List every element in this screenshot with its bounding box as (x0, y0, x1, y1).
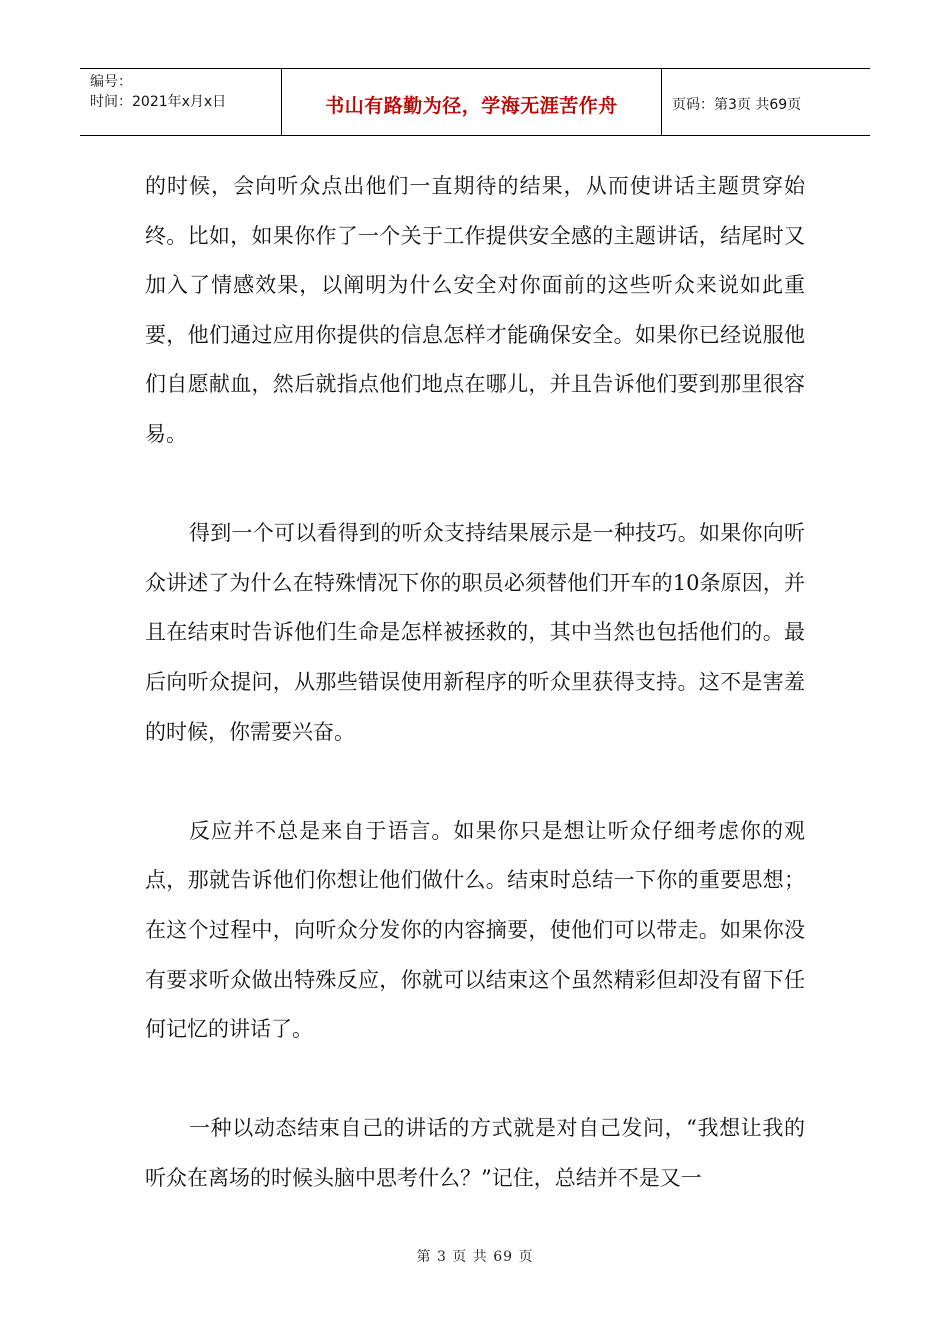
footer-page-number: 第 3 页 共 69 页 (416, 1249, 534, 1265)
document-date: 时间：2021年x月x日 (90, 94, 227, 110)
paragraph-continued: 的时候，会向听众点出他们一直期待的结果，从而使讲话主题贯穿始终。比如，如果你作了一个关于工作提供安全感的主题讲话，结尾时又加入了情感效果，以阐明为什么安全对你面前的这些听众来说如此重要，他们通过应用你提供的信息怎样才能确保安全。如果你已经说服他们自愿献血，然后就指点他们地点在哪儿，并且告诉他们要到那里很容易。 (145, 174, 805, 446)
document-body (145, 162, 805, 1203)
header-motto-cell (282, 69, 662, 135)
header-page-number: 页码：第3页 共69页 (672, 97, 802, 113)
page-footer (0, 1246, 950, 1266)
paragraph: 得到一个可以看得到的听众支持结果展示是一种技巧。如果你向听众讲述了为什么在特殊情况下你的职员必须替他们开车的10条原因，并且在结束时告诉他们生命是怎样被拯救的，其中当然也包括他们的。最后向听众提问，从那些错误使用新程序的听众里获得支持。这不是害羞的时候，你需要兴奋。 (145, 521, 805, 744)
paragraph: 反应并不总是来自于语言。如果你只是想让听众仔细考虑你的观点，那就告诉他们你想让他们做什么。结束时总结一下你的重要思想；在这个过程中，向听众分发你的内容摘要，使他们可以带走。如果你没有要求听众做出特殊反应，你就可以结束这个虽然精彩但却没有留下任何记忆的讲话了。 (145, 818, 805, 1042)
header-motto: 书山有路勤为径，学海无涯苦作舟 (325, 94, 618, 117)
header-meta (80, 69, 282, 135)
document-code-label: 编号： (90, 74, 132, 90)
paragraph: 一种以动态结束自己的讲话的方式就是对自己发问，“我想让我的听众在离场的时候头脑中思考什么？”记住，总结并不是又一 (145, 1116, 805, 1190)
page-header (80, 68, 870, 136)
header-page-info (662, 69, 870, 135)
